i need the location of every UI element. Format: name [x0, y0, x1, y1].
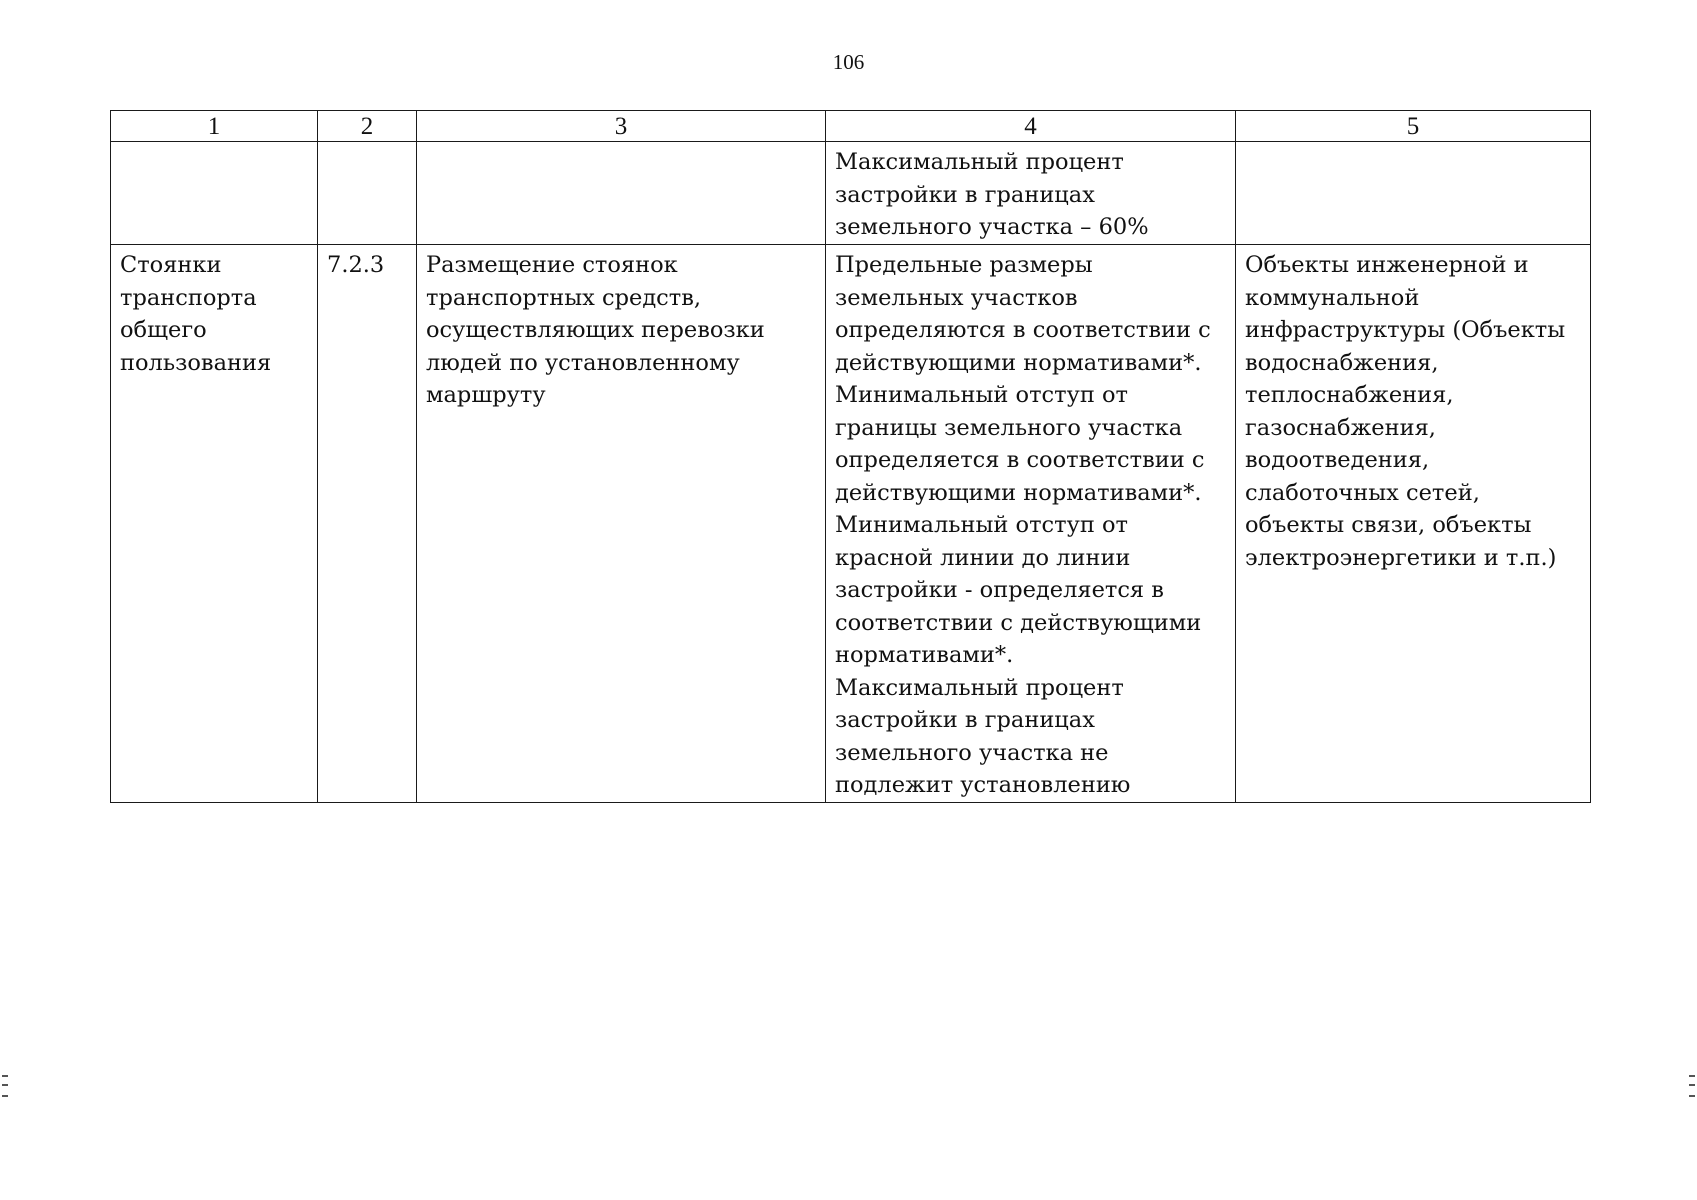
- land-use-description-cell: [417, 142, 826, 245]
- land-use-code-cell: [318, 142, 417, 245]
- auxiliary-uses-cell: [1236, 142, 1591, 245]
- header-cell-3: 3: [417, 111, 826, 142]
- land-use-description-cell: Размещение стоянок транспортных средств, осуществляющих перевозки людей по установленному маршруту: [417, 245, 826, 803]
- parameters-cell: Предельные размеры земельных участков определяются в соответствии с действующими нормативами*. Минимальный отступ от границы земельного участка определяется в соответствии с действующими нормативами*. Минимальный отступ от красной линии до линии застройки - определяется в соответствии с действующими нормативами*. Максимальный процент застройки в границах земельного участка не подлежит установлению: [826, 245, 1236, 803]
- header-cell-4: 4: [826, 111, 1236, 142]
- auxiliary-uses-cell: Объекты инженерной и коммунальной инфраструктуры (Объекты водоснабжения, теплоснабжения, газоснабжения, водоотведения, слаботочных сетей, объекты связи, объекты электроэнергетики и т.п.): [1236, 245, 1591, 803]
- regulations-table: [110, 110, 1591, 803]
- land-use-name-cell: Стоянки транспорта общего пользования: [111, 245, 318, 803]
- table-row: [111, 142, 1591, 245]
- page-number: 106: [832, 50, 865, 74]
- right-scan-mark: [1689, 1075, 1695, 1097]
- parameters-cell: Максимальный процент застройки в границах земельного участка – 60%: [826, 142, 1236, 245]
- header-cell-2: 2: [318, 111, 417, 142]
- header-cell-1: 1: [111, 111, 318, 142]
- table-header-row: [111, 111, 1591, 142]
- header-cell-5: 5: [1236, 111, 1591, 142]
- left-scan-mark: [2, 1075, 8, 1097]
- land-use-name-cell: [111, 142, 318, 245]
- table-row: [111, 245, 1591, 803]
- land-use-code-cell: 7.2.3: [318, 245, 417, 803]
